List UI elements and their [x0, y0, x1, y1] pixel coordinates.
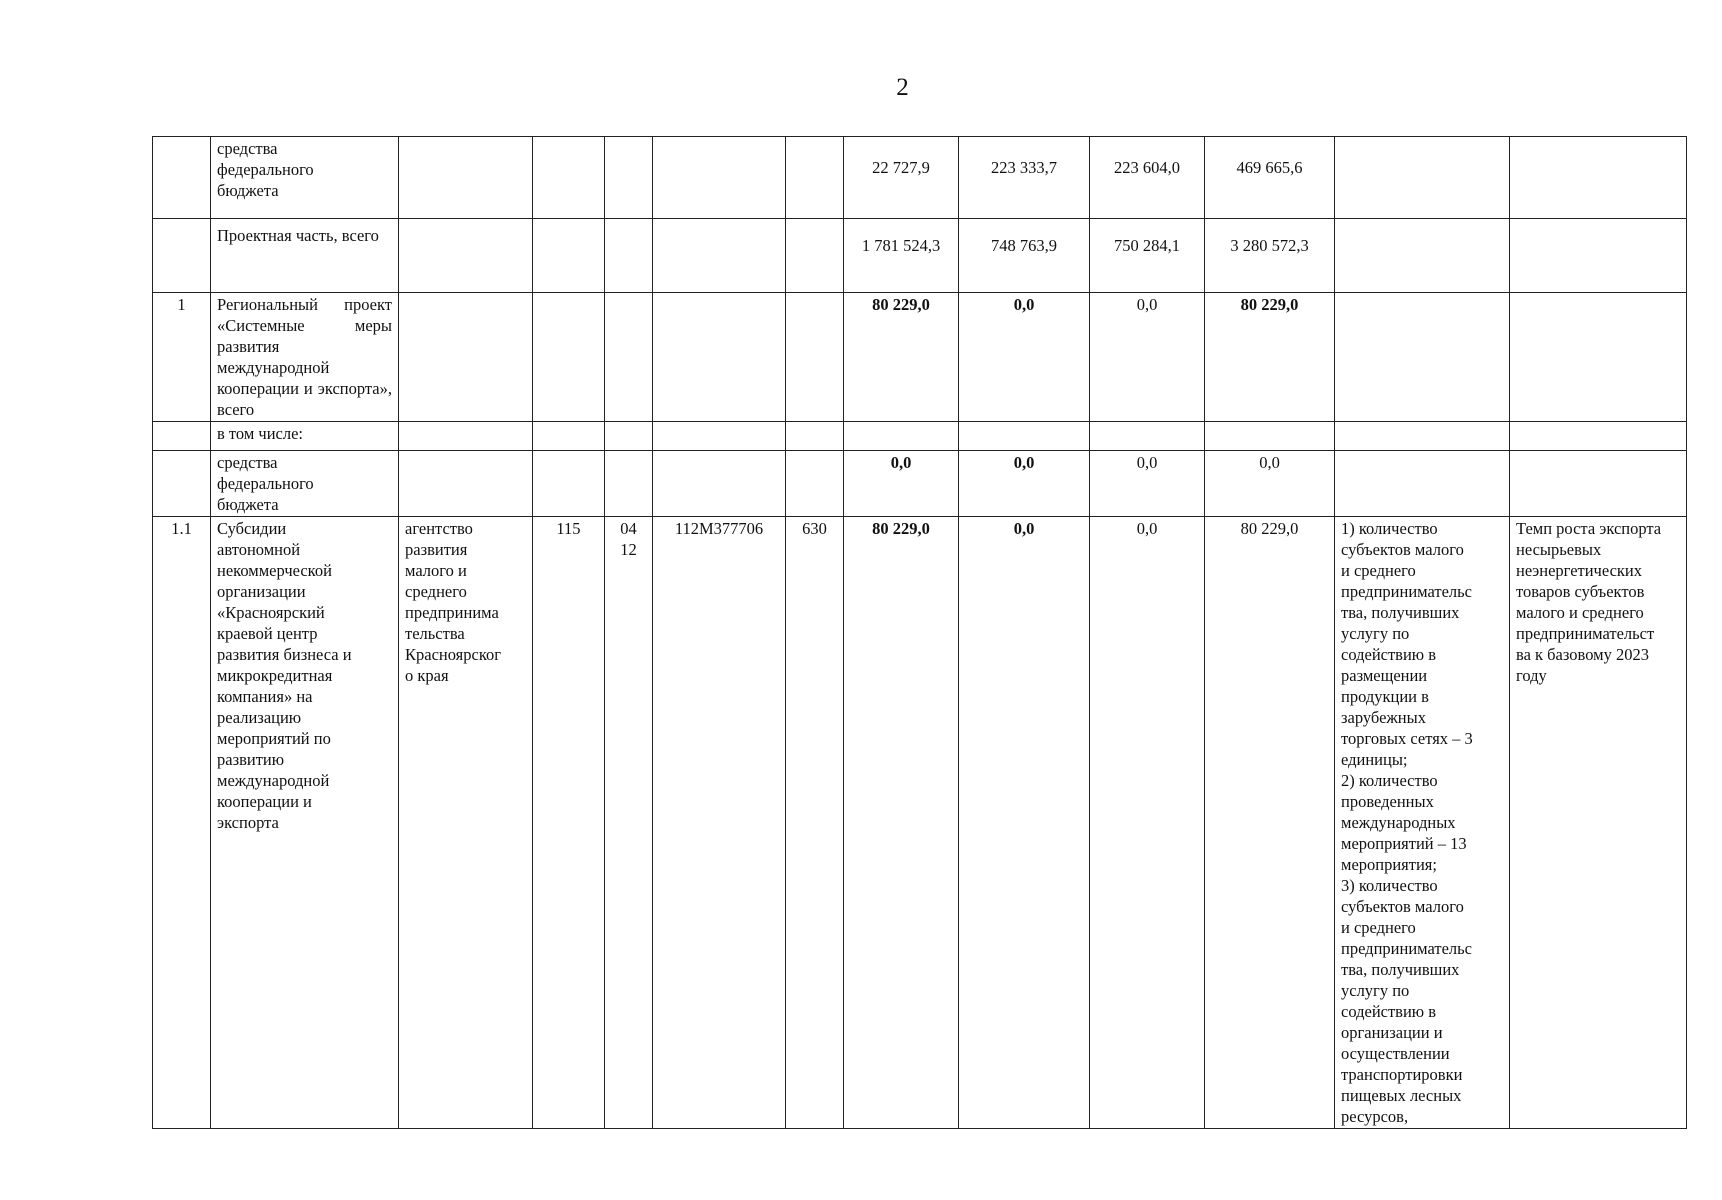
- table-row: [153, 219, 1687, 293]
- indicator-cell: [1510, 293, 1687, 422]
- vr-cell: [786, 137, 844, 219]
- csr-cell: [653, 293, 786, 422]
- grbs-cell: [533, 219, 605, 293]
- rzpr-cell: [605, 137, 653, 219]
- row-number: [153, 219, 211, 293]
- year3-value: 0,0: [1090, 517, 1205, 1129]
- indicator-cell: Темп роста экспорта несырьевых неэнергетических товаров субъектов малого и среднего предпринимательст ва к базовому 2023 году: [1510, 517, 1687, 1129]
- vr-cell: [786, 422, 844, 451]
- csr-cell: [653, 219, 786, 293]
- table-row: [153, 517, 1687, 1129]
- rzpr-cell: [605, 422, 653, 451]
- total-value: 80 229,0: [1205, 517, 1335, 1129]
- row-number: [153, 422, 211, 451]
- row-name: средства федерального бюджета: [211, 137, 399, 219]
- result-cell: [1335, 219, 1510, 293]
- year2-value: [959, 422, 1090, 451]
- year1-value: 80 229,0: [844, 293, 959, 422]
- table-row: [153, 293, 1687, 422]
- total-value: 80 229,0: [1205, 293, 1335, 422]
- executor-cell: агентство развития малого и среднего предпринима тельства Красноярског о края: [399, 517, 533, 1129]
- year1-value: 0,0: [844, 451, 959, 517]
- result-cell: [1335, 293, 1510, 422]
- row-name: в том числе:: [211, 422, 399, 451]
- executor-cell: [399, 293, 533, 422]
- row-name: средства федерального бюджета: [211, 451, 399, 517]
- total-value: 3 280 572,3: [1205, 219, 1335, 293]
- result-cell: [1335, 422, 1510, 451]
- vr-cell: [786, 293, 844, 422]
- table-row: [153, 422, 1687, 451]
- executor-cell: [399, 451, 533, 517]
- year1-value: [844, 422, 959, 451]
- executor-cell: [399, 219, 533, 293]
- indicator-cell: [1510, 422, 1687, 451]
- grbs-cell: 115: [533, 517, 605, 1129]
- vr-cell: [786, 451, 844, 517]
- row-number: [153, 451, 211, 517]
- result-cell: [1335, 451, 1510, 517]
- total-value: 0,0: [1205, 451, 1335, 517]
- year2-value: 223 333,7: [959, 137, 1090, 219]
- indicator-cell: [1510, 137, 1687, 219]
- year3-value: 0,0: [1090, 451, 1205, 517]
- result-cell: [1335, 137, 1510, 219]
- csr-cell: [653, 451, 786, 517]
- year2-value: 0,0: [959, 517, 1090, 1129]
- executor-cell: [399, 422, 533, 451]
- csr-cell: [653, 422, 786, 451]
- rzpr-cell: [605, 219, 653, 293]
- indicator-cell: [1510, 219, 1687, 293]
- grbs-cell: [533, 293, 605, 422]
- row-number: [153, 137, 211, 219]
- page-number: 2: [896, 74, 909, 101]
- year2-value: 748 763,9: [959, 219, 1090, 293]
- result-cell: 1) количество субъектов малого и среднего предпринимательс тва, получивших услугу по содействию в размещении продукции в зарубежных торговых сетях – 3 единицы; 2) количество проведенных международных мероприятий – 13 мероприятия; 3) количество субъектов малого и среднего предпринимательс тва, получивших услугу по содействию в организации и осуществлении транспортировки пищевых лесных ресурсов,: [1335, 517, 1510, 1129]
- year1-value: 22 727,9: [844, 137, 959, 219]
- row-number: 1: [153, 293, 211, 422]
- rzpr-cell: [605, 293, 653, 422]
- year3-value: 0,0: [1090, 293, 1205, 422]
- row-name: Субсидии автономной некоммерческой организации «Красноярский краевой центр развития бизнеса и микрокредитная компания» на реализацию мероприятий по развитию международной кооперации и экспорта: [211, 517, 399, 1129]
- rzpr-cell: 04 12: [605, 517, 653, 1129]
- year2-value: 0,0: [959, 451, 1090, 517]
- csr-cell: [653, 137, 786, 219]
- year2-value: 0,0: [959, 293, 1090, 422]
- grbs-cell: [533, 137, 605, 219]
- row-name: Региональный проект «Системные меры развития международной кооперации и экспорта», всего: [211, 293, 399, 422]
- rzpr-cell: [605, 451, 653, 517]
- year3-value: 750 284,1: [1090, 219, 1205, 293]
- vr-cell: 630: [786, 517, 844, 1129]
- total-value: 469 665,6: [1205, 137, 1335, 219]
- year1-value: 1 781 524,3: [844, 219, 959, 293]
- indicator-cell: [1510, 451, 1687, 517]
- csr-cell: 112М377706: [653, 517, 786, 1129]
- vr-cell: [786, 219, 844, 293]
- budget-table: [152, 136, 1687, 1129]
- table-row: [153, 137, 1687, 219]
- executor-cell: [399, 137, 533, 219]
- table-row: [153, 451, 1687, 517]
- year1-value: 80 229,0: [844, 517, 959, 1129]
- row-name: Проектная часть, всего: [211, 219, 399, 293]
- total-value: [1205, 422, 1335, 451]
- year3-value: 223 604,0: [1090, 137, 1205, 219]
- row-number: 1.1: [153, 517, 211, 1129]
- grbs-cell: [533, 451, 605, 517]
- year3-value: [1090, 422, 1205, 451]
- grbs-cell: [533, 422, 605, 451]
